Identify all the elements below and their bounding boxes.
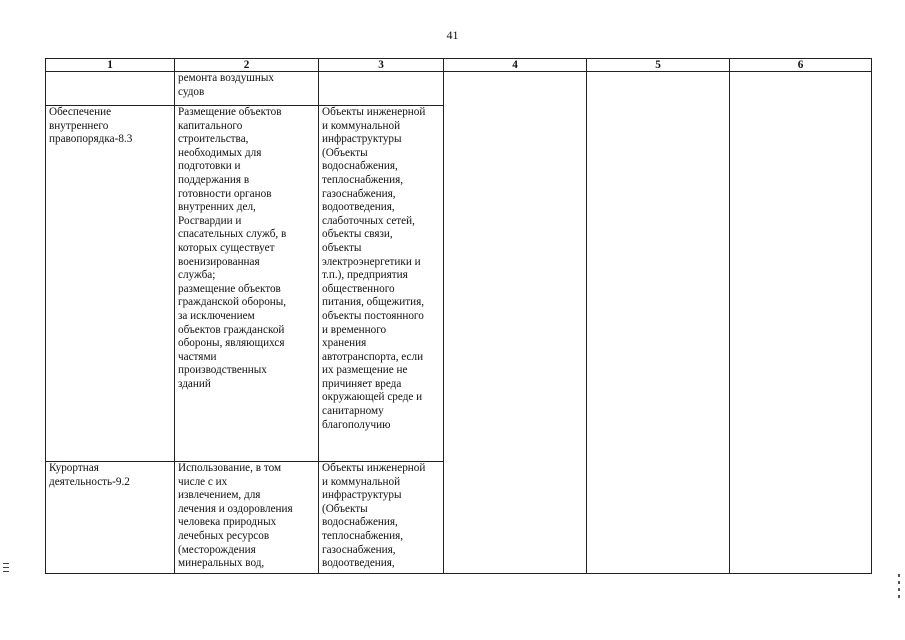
document-table-container (45, 58, 872, 574)
text-line: Курортная (49, 462, 99, 474)
scan-edge-marks-left (3, 563, 9, 575)
text-line: (Объекты (322, 502, 368, 515)
cell-use-type (46, 106, 175, 462)
header-col-1: 1 (46, 59, 175, 72)
text-line: и временного (322, 323, 387, 336)
header-col-6: 6 (730, 59, 872, 72)
land-use-table (45, 58, 872, 574)
text-line: водоотведения, (322, 557, 395, 570)
scan-mark (898, 588, 900, 591)
scan-mark (3, 567, 9, 568)
text-line: (месторождения (178, 543, 256, 556)
text-line: деятельность-9.2 (49, 475, 130, 488)
text-line: причиняет вреда (322, 377, 402, 390)
text-line: и коммунальной (322, 119, 401, 132)
cell-use-description (175, 106, 319, 462)
cell-col5-merged (587, 72, 730, 574)
text-line: гражданской обороны, (178, 296, 287, 309)
text-line: необходимых для (178, 146, 262, 159)
header-col-5: 5 (587, 59, 730, 72)
cell-col4-merged (444, 72, 587, 574)
text-line: которых существует (178, 241, 275, 254)
text-line: строительства, (178, 133, 249, 146)
text-line: размещение объектов (178, 282, 281, 295)
text-line: теплоснабжения, (322, 529, 404, 542)
text-line: Объекты инженерной (322, 462, 426, 474)
scan-edge-marks-right (898, 574, 901, 602)
text-line: водоснабжения, (322, 516, 398, 529)
text-line: ремонта воздушных (178, 72, 275, 84)
cell-use-type (46, 462, 175, 574)
text-line: судов (178, 85, 205, 98)
text-line: подготовки и (178, 160, 241, 173)
header-col-3: 3 (319, 59, 444, 72)
text-line: Объекты инженерной (322, 106, 426, 118)
text-line: (Объекты (322, 146, 368, 159)
text-line: газоснабжения, (322, 187, 396, 200)
cell-continuation-col1 (46, 72, 175, 106)
text-line: внутренних дел, (178, 201, 256, 214)
text-line: их размещение не (322, 364, 408, 377)
text-line: минеральных вод, (178, 557, 265, 570)
text-line: обороны, являющихся (178, 337, 285, 350)
text-line: человека природных (178, 516, 277, 529)
text-line: хранения (322, 337, 367, 350)
table-row-continuation (46, 72, 872, 106)
text-line: окружающей среде и (322, 391, 423, 404)
text-line: инфраструктуры (322, 489, 402, 502)
text-line: слаботочных сетей, (322, 214, 415, 227)
text-line: производственных (178, 364, 267, 377)
text-line: извлечением, для (178, 489, 261, 502)
cell-continuation-col3 (319, 72, 444, 106)
text-line: Размещение объектов (178, 106, 282, 118)
text-line: лечения и оздоровления (178, 502, 293, 515)
text-line: готовности органов (178, 187, 272, 200)
text-line: теплоснабжения, (322, 173, 404, 186)
text-line: инфраструктуры (322, 133, 402, 146)
text-line: числе с их (178, 475, 228, 488)
scan-mark (3, 563, 9, 564)
cell-col6-merged (730, 72, 872, 574)
text-line: водоснабжения, (322, 160, 398, 173)
page-number: 41 (446, 28, 459, 42)
cell-use-description (175, 462, 319, 574)
text-line: электроэнергетики и (322, 255, 421, 268)
text-line: питания, общежития, (322, 296, 425, 309)
text-line: Использование, в том (178, 462, 282, 474)
scan-mark (3, 571, 9, 572)
scan-mark (898, 574, 900, 577)
text-line: военизированная (178, 255, 260, 268)
text-line: правопорядка-8.3 (49, 133, 133, 146)
cell-permitted-objects (319, 106, 444, 462)
text-line: автотранспорта, если (322, 350, 424, 363)
text-line: служба; (178, 269, 216, 282)
text-line: поддержания в (178, 173, 250, 186)
header-col-2: 2 (175, 59, 319, 72)
scan-mark (898, 595, 900, 598)
text-line: санитарному (322, 405, 384, 418)
cell-continuation-col2 (175, 72, 319, 106)
header-col-4: 4 (444, 59, 587, 72)
text-line: т.п.), предприятия (322, 269, 408, 282)
text-line: лечебных ресурсов (178, 529, 270, 542)
text-line: частями (178, 350, 217, 363)
text-line: объекты (322, 241, 362, 254)
text-line: водоотведения, (322, 201, 395, 214)
text-line: объекты постоянного (322, 309, 424, 322)
text-line: Обеспечение (49, 106, 112, 118)
text-line: спасательных служб, в (178, 228, 287, 241)
text-line: благополучию (322, 418, 391, 431)
text-line: капитального (178, 119, 243, 132)
scan-mark (898, 581, 900, 584)
text-line: внутреннего (49, 119, 109, 132)
text-line: зданий (178, 377, 211, 390)
text-line: газоснабжения, (322, 543, 396, 556)
text-line: объектов гражданской (178, 323, 285, 336)
text-line: общественного (322, 282, 395, 295)
header-row (46, 59, 872, 72)
text-line: объекты связи, (322, 228, 393, 241)
text-line: Росгвардии и (178, 214, 242, 227)
cell-permitted-objects (319, 462, 444, 574)
text-line: за исключением (178, 309, 255, 322)
text-line: и коммунальной (322, 475, 401, 488)
